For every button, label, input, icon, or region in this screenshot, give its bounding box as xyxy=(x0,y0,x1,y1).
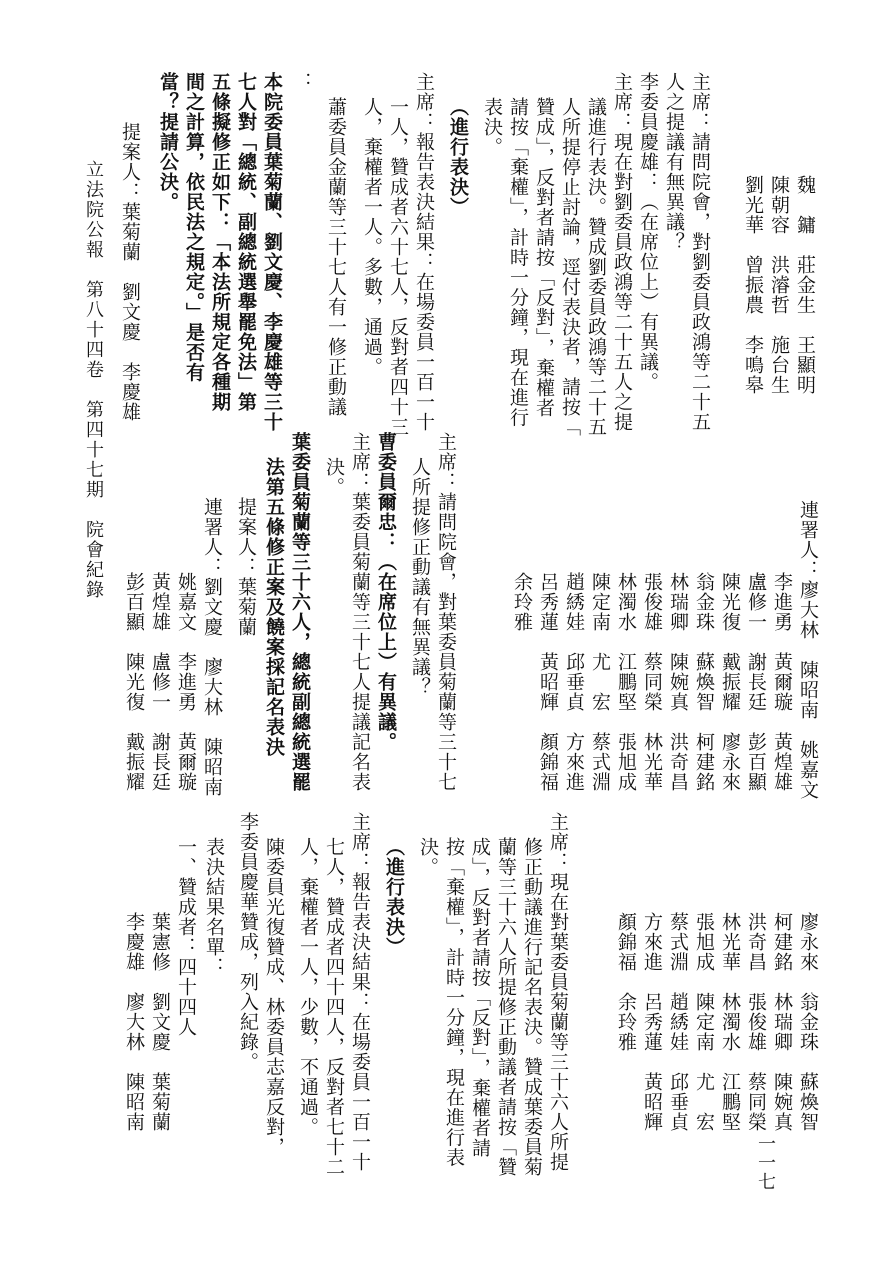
text-column: 請按「棄權」，計時一分鐘，現在進行 xyxy=(507,97,529,428)
text-column: 主席：現在對葉委員菊蘭等三十六人所提 xyxy=(547,812,569,1172)
text-column: 法第五條修正案及饒案採記名表決 xyxy=(263,457,285,757)
text-column: 主席：現在對劉委員政鴻等二十五人之提 xyxy=(611,72,633,432)
text-column: 七人對「總統、副總統選舉罷免法」第 xyxy=(235,72,257,412)
text-column: 陳委員光復贊成、林委員志嘉反對， xyxy=(263,837,285,1157)
cosigner-names-column: 余玲雅 xyxy=(511,572,533,632)
page-footer: 立法院公報 第八十四卷 第四十七期 院會紀錄 xyxy=(83,160,104,600)
cosigner-names-column: 張俊雄 蔡同榮 林光華 xyxy=(641,572,663,792)
vote-names-column: 方來進 呂秀蓮 黃昭輝 xyxy=(641,912,663,1132)
text-column: 葉委員菊蘭等三十六人，總統副總統選罷 xyxy=(289,432,311,792)
vote-names-column: 蔡式淵 趙綉娃 邱垂貞 xyxy=(667,912,689,1132)
text-column: 主席：請問院會，對劉委員政鴻等二十五 xyxy=(689,72,711,432)
text-column: 姚嘉文 李進勇 黃爾璇 xyxy=(175,572,197,792)
cosigner-names-column: 陳定南 尤 宏 蔡式淵 xyxy=(589,572,611,792)
cosigner-names-column: 翁金珠 蘇煥智 柯建銘 xyxy=(693,572,715,792)
text-column: 人，棄權者一人。多數，通過。 xyxy=(361,97,383,377)
text-column: 一人，贊成者六十七人，反對者四十三 xyxy=(387,97,409,437)
cosigner-names-column: 魏 鏞 莊金生 王顯明 xyxy=(794,175,816,395)
text-column: 葉憲修 劉文慶 葉菊蘭 xyxy=(149,912,171,1132)
text-column: 彭百顯 陳光復 戴振耀 xyxy=(123,572,145,792)
text-column: ： xyxy=(291,72,313,92)
vote-names-column: 洪奇昌 張俊雄 蔡同榮 xyxy=(745,912,767,1132)
text-column: 曹委員爾忠：（在席位上）有異議。 xyxy=(375,432,397,752)
text-column: 決。 xyxy=(417,837,439,877)
vote-names-column: 廖永來 翁金珠 蘇煥智 xyxy=(797,912,819,1132)
text-column: 本院委員葉菊蘭、劉文慶、李慶雄等三十 xyxy=(261,72,283,432)
text-column: 表決結果名單： xyxy=(203,837,225,977)
cosigner-names-column: 劉光華 曾振農 李鳴皋 xyxy=(742,175,764,395)
text-column: 表決。 xyxy=(481,97,503,157)
vote-names-column: 張旭成 陳定南 尤 宏 xyxy=(693,912,715,1132)
cosigner-names-column: 趙綉娃 邱垂貞 方來進 xyxy=(563,572,585,792)
text-column: 一、贊成者：四十四人 xyxy=(175,837,197,1037)
text-column: 贊成」，反對者請按「反對」，棄權者 xyxy=(533,97,555,418)
text-column: 連署人：劉文慶 廖大林 陳昭南 xyxy=(201,497,223,797)
cosigner-names-column: 連署人：廖大林 陳昭南 姚嘉文 xyxy=(797,500,819,800)
text-column: 人所提修正動議有無異議？ xyxy=(409,457,431,697)
cosigner-names-column: 林濁水 江鵬堅 張旭成 xyxy=(615,572,637,792)
text-column: 間之計算，依民法之規定。」是否有 xyxy=(183,72,205,383)
text-column: 成」，反對者請按「反對」，棄權者請 xyxy=(469,837,491,1158)
text-column: 人所提停止討論，逕付表決者，請按「 xyxy=(559,97,581,437)
vote-names-column: 柯建銘 林瑞卿 陳婉真 xyxy=(771,912,793,1132)
text-column: 按「棄權」，計時一分鐘，現在進行表 xyxy=(443,837,465,1168)
text-column: 蘭等三十六人所提修正動議者請按「贊 xyxy=(495,837,517,1177)
text-column: 修正動議進行記名表決。贊成葉委員菊 xyxy=(521,837,543,1177)
text-column: 提案人：葉菊蘭 xyxy=(235,497,257,637)
text-column: 議進行表決。贊成劉委員政鴻等二十五 xyxy=(585,97,607,437)
text-column: 人之提議有無異議？ xyxy=(663,72,685,252)
text-column: （進行表決） xyxy=(383,837,405,957)
text-column: 黃煌雄 盧修一 謝長廷 xyxy=(149,572,171,792)
page-number: 一一七 xyxy=(755,1134,776,1191)
cosigner-names-column: 李進勇 黃爾璇 黃煌雄 xyxy=(771,572,793,792)
text-column: 人，棄權者一人，少數，不通過。 xyxy=(297,837,319,1137)
text-column: 李委員慶華贊成，列入紀錄。 xyxy=(237,812,259,1072)
cosigner-names-column: 盧修一 謝長廷 彭百顯 xyxy=(745,572,767,792)
vote-names-column: 顏錦福 余玲雅 xyxy=(615,912,637,1052)
text-column: 主席：葉委員菊蘭等三十七人提議記名表 xyxy=(349,432,371,792)
text-column: 蕭委員金蘭等三十七人有一修正動議 xyxy=(325,97,347,417)
text-column: 七人，贊成者四十四人，反對者七十二 xyxy=(323,837,345,1177)
text-column: 決。 xyxy=(323,457,345,497)
cosigner-names-column: 林瑞卿 陳婉真 洪奇昌 xyxy=(667,572,689,792)
text-column: （進行表決） xyxy=(447,97,469,217)
cosigner-names-column: 陳光復 戴振耀 廖永來 xyxy=(719,572,741,792)
text-column: 五條擬修正如下：「本法所規定各種期 xyxy=(209,72,231,412)
text-column: 主席：請問院會，對葉委員菊蘭等三十七 xyxy=(435,432,457,792)
text-column: 李慶雄 廖大林 陳昭南 xyxy=(123,912,145,1132)
text-column: 當？提請公決。 xyxy=(157,72,179,212)
vote-names-column: 林光華 林濁水 江鵬堅 xyxy=(719,912,741,1132)
text-column: 主席：報告表決結果：在場委員一百一十 xyxy=(413,72,435,432)
cosigner-names-column: 陳朝容 洪濬哲 施台生 xyxy=(768,175,790,395)
text-column: 主席：報告表決結果：在場委員一百一十 xyxy=(349,812,371,1172)
text-column: 提案人：葉菊蘭 劉文慶 李慶雄 xyxy=(119,122,141,422)
text-column: 李委員慶雄：（在席位上）有異議。 xyxy=(637,72,659,392)
cosigner-names-column: 呂秀蓮 黃昭輝 顏錦福 xyxy=(537,572,559,792)
